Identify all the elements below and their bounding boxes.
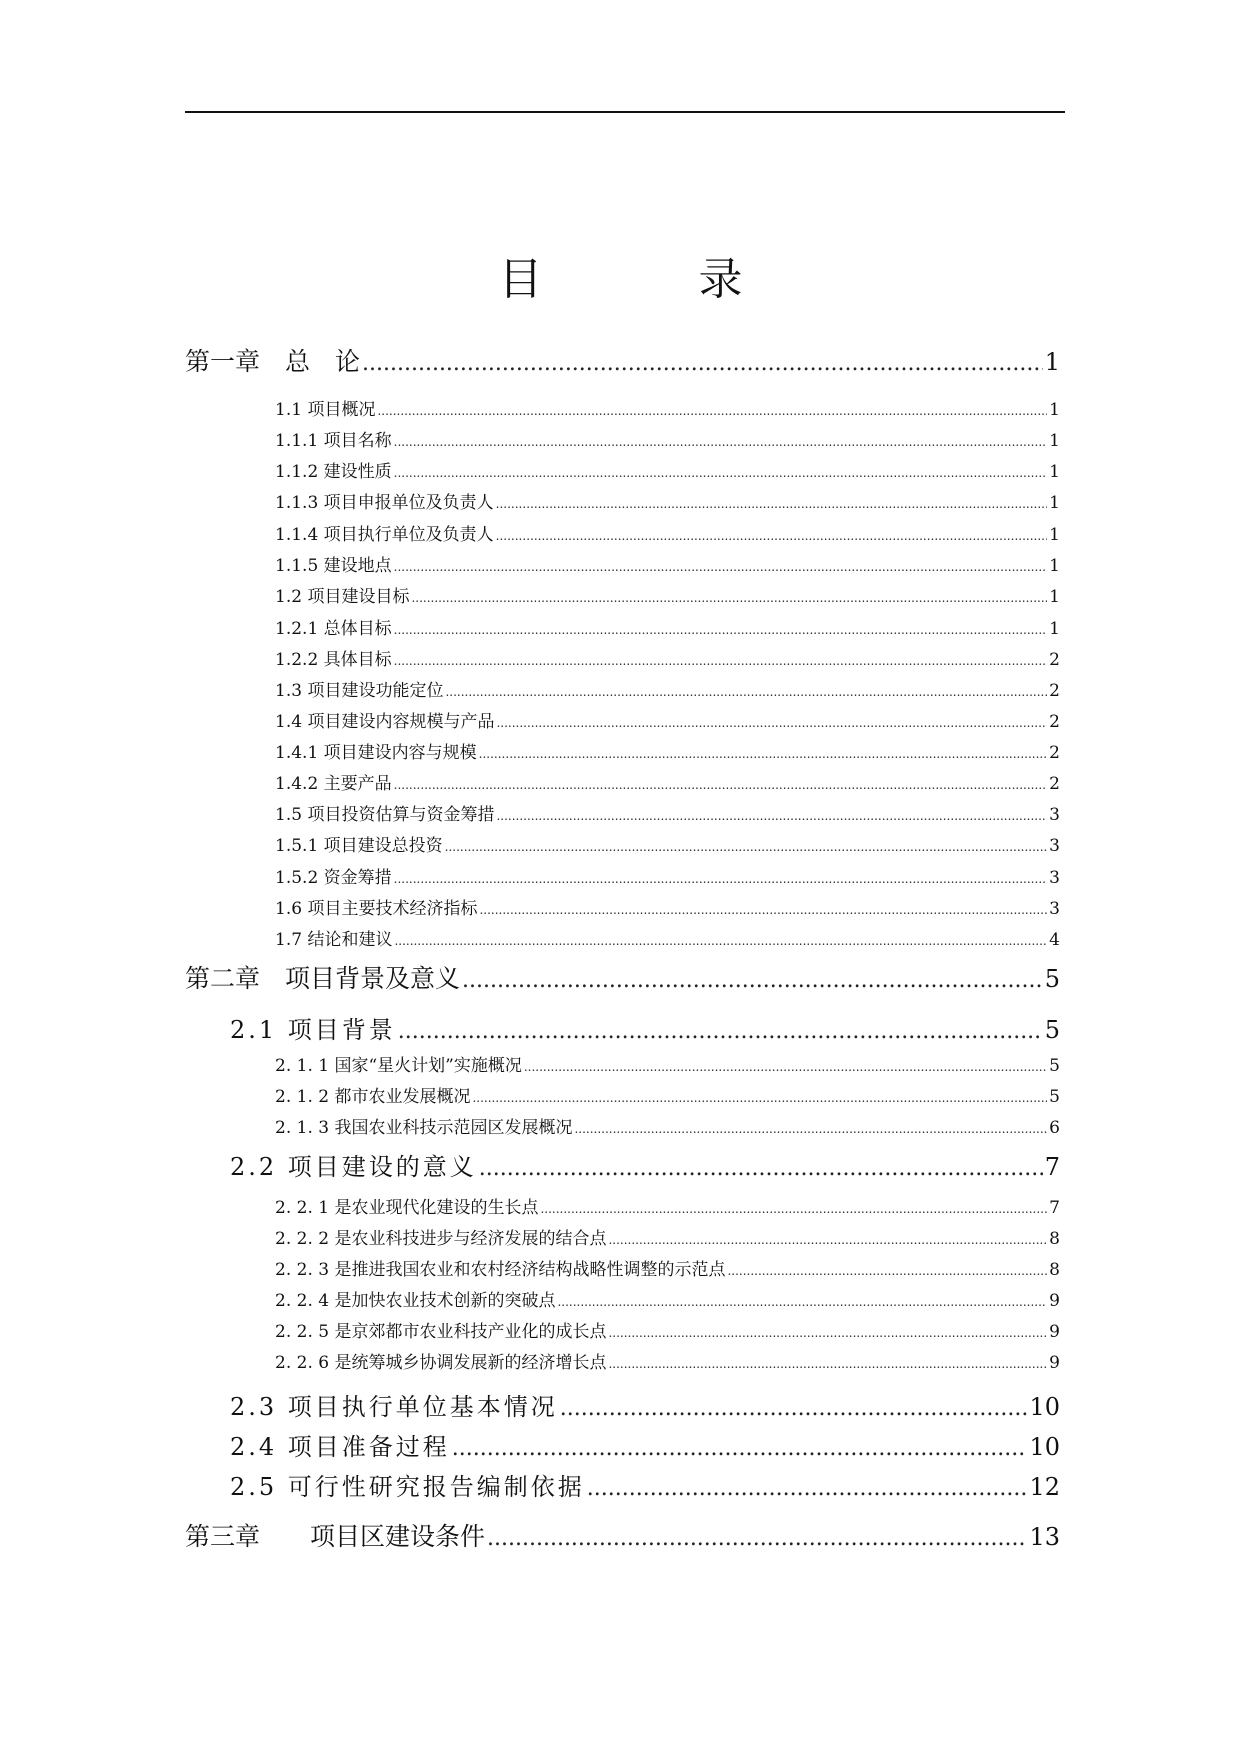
toc-entry-label: 第一章 总 论 [185,347,361,376]
toc-entry-label: 2. 2. 5 是京郊都市农业科技产业化的成长点 [275,1322,607,1342]
dot-leader [394,617,1048,642]
dot-leader [452,1432,1028,1464]
toc-page-number: 2 [1049,650,1060,670]
toc-entry-label: 1.1.1 项目名称 [275,431,392,451]
toc-subsection-entry[interactable] [275,1053,1060,1079]
dot-leader [411,585,1047,610]
dot-leader [496,491,1048,516]
toc-page-number: 12 [1029,1473,1060,1501]
toc-subsection-entry[interactable] [275,397,1060,423]
toc-subsection-entry[interactable] [275,865,1060,891]
toc-page-number: 1 [1049,462,1060,482]
toc-page-number: 1 [1049,525,1060,545]
toc-entry-label: 1.1.5 建设地点 [275,556,392,576]
toc-subsection-entry[interactable] [275,896,1060,922]
toc-entry-label: 2. 2. 3 是推进我国农业和农村经济结构战略性调整的示范点 [275,1260,726,1280]
toc-subsection-entry[interactable] [275,1084,1060,1110]
toc-page-number: 7 [1049,1198,1060,1218]
toc-entry-label: 2. 1. 3 我国农业科技示范园区发展概况 [275,1118,573,1138]
toc-subsection-entry[interactable] [275,522,1060,548]
toc-entry-label: 1.2 项目建设目标 [275,587,410,607]
toc-entry-label: 1.1.2 建设性质 [275,462,392,482]
toc-page-number: 2 [1049,743,1060,763]
toc-page-number: 6 [1049,1118,1060,1138]
toc-page-number: 1 [1049,431,1060,451]
dot-leader [394,554,1048,579]
dot-leader [587,1472,1028,1504]
dot-leader [445,679,1047,704]
dot-leader [479,1152,1043,1184]
toc-subsection-entry[interactable] [275,616,1060,642]
toc-page-number: 1 [1049,556,1060,576]
toc-page-number: 3 [1049,836,1060,856]
toc-section-entry[interactable] [230,1430,1060,1464]
toc-page-number: 13 [1029,1523,1060,1551]
dot-leader [496,710,1047,735]
toc-entry-label: 1.7 结论和建议 [275,930,393,950]
dot-leader [560,1392,1028,1424]
toc-subsection-entry[interactable] [275,647,1060,673]
toc-entry-label: 1.1.4 项目执行单位及负责人 [275,525,494,545]
toc-page-number: 1 [1049,619,1060,639]
dot-leader [479,741,1048,766]
toc-subsection-entry[interactable] [275,1319,1060,1345]
toc-subsection-entry[interactable] [275,490,1060,516]
dot-leader [377,398,1047,423]
toc-entry-label: 2. 1. 2 都市农业发展概况 [275,1087,471,1107]
toc-entry-label: 1.5.1 项目建设总投资 [275,836,443,856]
dot-leader [727,1258,1047,1283]
dot-leader [608,1320,1047,1345]
toc-entry-label: 1.5 项目投资估算与资金筹措 [275,805,495,825]
toc-page-number: 8 [1049,1260,1060,1280]
toc-page-number: 10 [1029,1393,1060,1421]
dot-leader [462,964,1043,996]
toc-page-number: 2 [1049,712,1060,732]
dot-leader [362,347,1043,379]
dot-leader [608,1227,1047,1252]
toc-entry-label: 1.4.2 主要产品 [275,774,392,794]
toc-entry-label: 2.5 可行性研究报告编制依据 [230,1473,585,1501]
dot-leader [557,1289,1047,1314]
toc-subsection-entry[interactable] [275,1115,1060,1141]
dot-leader [445,834,1048,859]
dot-leader [574,1116,1047,1141]
toc-chapter-entry[interactable] [185,345,1060,379]
dot-leader [524,1054,1047,1079]
toc-subsection-entry[interactable] [275,1226,1060,1252]
toc-entry-label: 第三章 项目区建设条件 [185,1522,486,1551]
toc-subsection-entry[interactable] [275,428,1060,454]
toc-subsection-entry[interactable] [275,927,1060,953]
dot-leader [487,1522,1027,1554]
toc-entry-label: 第二章 项目背景及意义 [185,964,461,993]
toc-subsection-entry[interactable] [275,833,1060,859]
toc-page-number: 3 [1049,805,1060,825]
toc-page-number: 9 [1049,1322,1060,1342]
toc-page-number: 9 [1049,1291,1060,1311]
toc-page-number: 2 [1049,681,1060,701]
toc-page-number: 3 [1049,899,1060,919]
toc-entry-label: 2.4 项目准备过程 [230,1433,450,1461]
toc-entry-label: 1.1 项目概况 [275,400,376,420]
toc-subsection-entry[interactable] [275,584,1060,610]
dot-leader [540,1196,1047,1221]
toc-page-number: 2 [1049,774,1060,794]
toc-page-number: 1 [1049,400,1060,420]
toc-entry-label: 2.3 项目执行单位基本情况 [230,1393,558,1421]
dot-leader [608,1351,1047,1376]
toc-subsection-entry[interactable] [275,678,1060,704]
toc-chapter-entry[interactable] [185,1520,1060,1554]
toc-page-number: 5 [1049,1056,1060,1076]
dot-leader [479,897,1047,922]
toc-section-entry[interactable] [230,1470,1060,1504]
toc-page-number: 1 [1049,587,1060,607]
toc-section-entry[interactable] [230,1150,1060,1184]
toc-subsection-entry[interactable] [275,1257,1060,1283]
toc-section-entry[interactable] [230,1390,1060,1424]
toc-subsection-entry[interactable] [275,1350,1060,1376]
toc-page-number: 1 [1044,348,1060,376]
toc-entry-label: 2.2 项目建设的意义 [230,1153,477,1181]
dot-leader [394,928,1047,953]
toc-entry-label: 2. 1. 1 国家“星火计划”实施概况 [275,1056,522,1076]
toc-page-number: 4 [1049,930,1060,950]
toc-entry-label: 1.5.2 资金筹措 [275,868,392,888]
dot-leader [394,772,1048,797]
toc-subsection-entry[interactable] [275,1195,1060,1221]
toc-entry-label: 1.6 项目主要技术经济指标 [275,899,478,919]
toc-section-entry[interactable] [230,1013,1060,1047]
dot-leader [496,803,1047,828]
toc-page-number: 7 [1044,1153,1060,1181]
toc-entry-label: 1.4 项目建设内容规模与产品 [275,712,495,732]
toc-page-number: 5 [1044,1016,1060,1044]
toc-subsection-entry[interactable] [275,1288,1060,1314]
toc-subsection-entry[interactable] [275,740,1060,766]
toc-subsection-entry[interactable] [275,771,1060,797]
toc-title: 目 录 [498,254,799,305]
toc-entry-label: 1.1.3 项目申报单位及负责人 [275,493,494,513]
dot-leader [394,429,1048,454]
toc-entry-label: 2. 2. 1 是农业现代化建设的生长点 [275,1198,539,1218]
toc-entry-label: 1.3 项目建设功能定位 [275,681,444,701]
toc-page-number: 5 [1044,965,1060,993]
toc-entry-label: 1.4.1 项目建设内容与规模 [275,743,477,763]
toc-subsection-entry[interactable] [275,802,1060,828]
dot-leader [472,1085,1047,1110]
toc-subsection-entry[interactable] [275,459,1060,485]
toc-entry-label: 2.1 项目背景 [230,1016,396,1044]
toc-subsection-entry[interactable] [275,553,1060,579]
toc-entry-label: 1.2.2 具体目标 [275,650,392,670]
toc-page-number: 8 [1049,1229,1060,1249]
toc-page-number: 3 [1049,868,1060,888]
toc-page-number: 1 [1049,493,1060,513]
dot-leader [394,866,1048,891]
toc-page-number: 10 [1029,1433,1060,1461]
dot-leader [496,523,1048,548]
dot-leader [394,460,1048,485]
toc-page-number: 5 [1049,1087,1060,1107]
toc-page-number: 9 [1049,1353,1060,1373]
dot-leader [394,648,1048,673]
toc-chapter-entry[interactable] [185,962,1060,996]
toc-entry-label: 2. 2. 4 是加快农业技术创新的突破点 [275,1291,556,1311]
toc-entry-label: 2. 2. 6 是统筹城乡协调发展新的经济增长点 [275,1353,607,1373]
dot-leader [398,1015,1043,1047]
toc-entry-label: 1.2.1 总体目标 [275,619,392,639]
toc-subsection-entry[interactable] [275,709,1060,735]
toc-entry-label: 2. 2. 2 是农业科技进步与经济发展的结合点 [275,1229,607,1249]
